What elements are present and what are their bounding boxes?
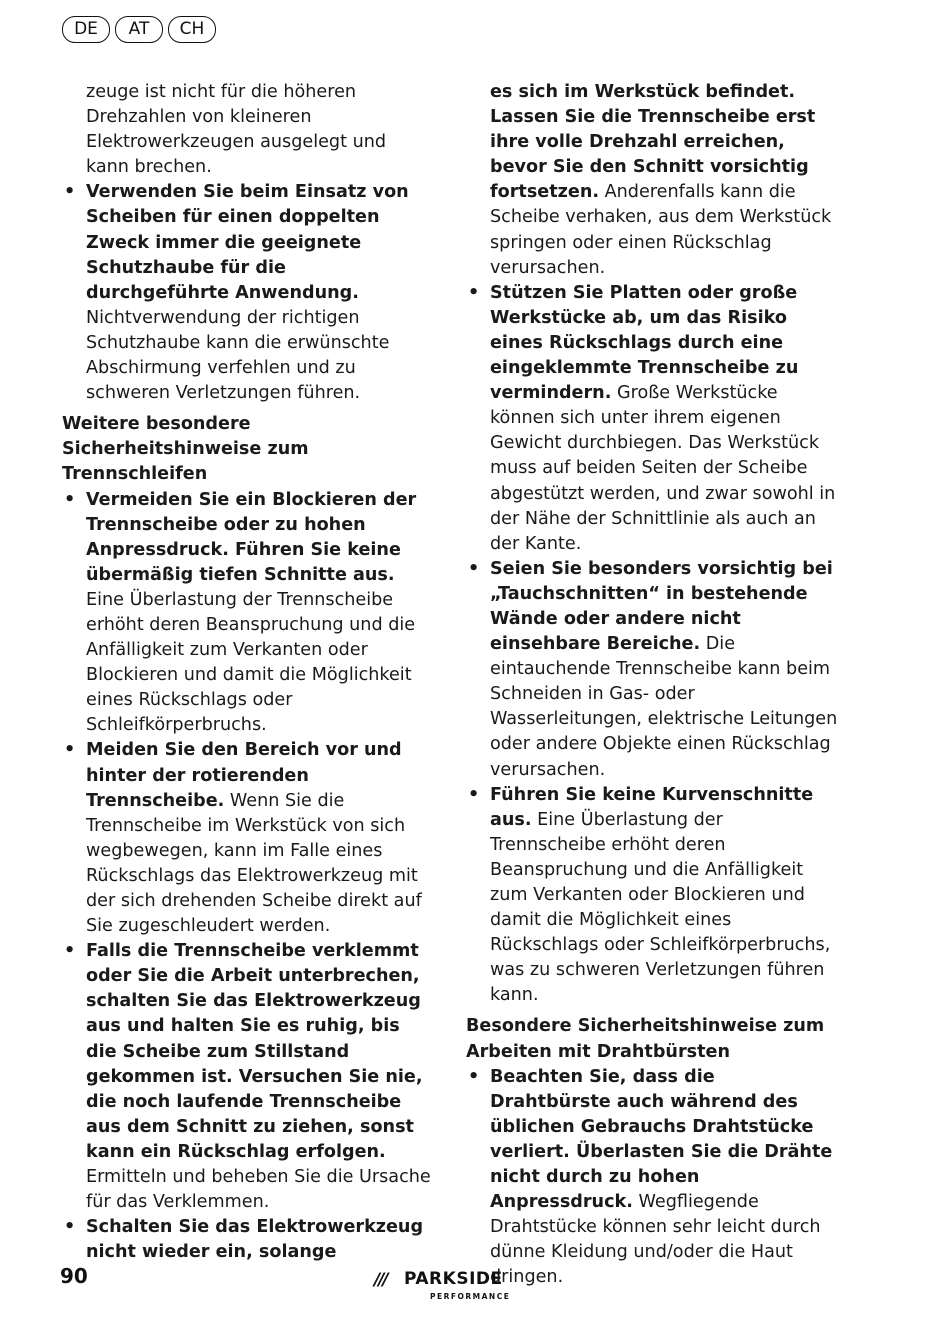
country-badge-de: DE bbox=[62, 16, 110, 43]
list-item-bold: es sich im Werkstück befindet. Lassen Sie die Trennscheibe erst ihre volle Drehzahl erreichen, bevor Sie den Schnitt vorsichtig fortsetzen. bbox=[490, 82, 816, 203]
list-item bbox=[466, 1065, 840, 1291]
intro-paragraph: zeuge ist nicht für die höheren Drehzahlen von kleineren Elektrowerkzeugen ausgelegt und kann brechen. bbox=[86, 82, 387, 178]
list-item-bold: Schalten Sie das Elektrowerkzeug nicht wieder ein, solange bbox=[86, 1217, 424, 1263]
left-bullet-list-2 bbox=[62, 488, 434, 1266]
right-continuation bbox=[466, 80, 840, 281]
list-item-text: Wegfliegende Drahtstücke können sehr leicht durch dünne Kleidung und/oder die Haut dringen. bbox=[490, 1192, 821, 1288]
list-item bbox=[62, 180, 434, 406]
list-item-text: Wenn Sie die Trennscheibe im Werkstück von sich wegbewegen, kann im Falle eines Rückschlags das Elektrowerkzeug mit der sich drehenden Scheibe direkt auf Sie zugeschleudert werden. bbox=[86, 790, 422, 937]
logo-stripes-icon: /// bbox=[374, 1270, 387, 1290]
list-item bbox=[62, 738, 434, 939]
right-bullet-list-1 bbox=[466, 281, 840, 1009]
list-item-text: Große Werkstücke können sich unter ihrem eigenen Gewicht durchbiegen. Das Werkstück muss auf beiden Seiten der Scheibe abgestützt werden, und zwar sowohl in der Nähe der Schnittlinie als auch an der Kante. bbox=[490, 383, 836, 554]
logo-subtitle: PERFORMANCE bbox=[430, 1292, 511, 1301]
list-item bbox=[62, 939, 434, 1215]
list-item-bold: Verwenden Sie beim Einsatz von Scheiben für einen doppelten Zweck immer die geeignete Schutzhaube für die durchgeführte Anwendung. bbox=[86, 182, 409, 303]
country-badge-at: AT bbox=[115, 16, 163, 43]
section-heading: Besondere Sicherheitshinweise zum Arbeiten mit Drahtbürsten bbox=[466, 1016, 825, 1062]
logo-name: PARKSIDE bbox=[404, 1269, 503, 1289]
list-item-text: Eine Überlastung der Trennscheibe erhöht deren Beanspruchung und die Anfälligkeit zum Verkanten oder Blockieren und damit die Möglichkeit eines Rückschlags oder Schleifkörperbruchs. bbox=[86, 589, 416, 736]
page-number: 90 bbox=[60, 1264, 88, 1288]
list-item-text: Anderenfalls kann die Scheibe verhaken, aus dem Werkstück springen oder einen Rückschlag verursachen. bbox=[490, 182, 832, 278]
list-item-bold: Falls die Trennscheibe verklemmt oder Sie die Arbeit unterbrechen, schalten Sie das Elektrowerkzeug aus und halten Sie es ruhig, bis die Scheibe zum Stillstand gekommen ist. Versuchen Sie nie, die noch laufende Trennscheibe aus dem Schnitt zu ziehen, sonst kann ein Rückschlag erfolgen. bbox=[86, 941, 423, 1162]
list-item bbox=[466, 557, 840, 783]
list-item-bold: Stützen Sie Platten oder große Werkstücke ab, um das Risiko eines Rückschlags durch eine eingeklemmte Trennscheibe zu vermindern. bbox=[490, 282, 799, 404]
list-item bbox=[62, 1215, 434, 1265]
list-item-bold: Vermeiden Sie ein Blockieren der Trennscheibe oder zu hohen Anpressdruck. Führen Sie keine übermäßig tiefen Schnitte aus. bbox=[86, 489, 417, 585]
list-item-text: Die eintauchende Trennscheibe kann beim Schneiden in Gas- oder Wasserleitungen, elektrische Leitungen oder andere Objekte einen Rückschlag verursachen. bbox=[490, 634, 838, 780]
list-item-text: Nichtverwendung der richtigen Schutzhaube kann die erwünschte Abschirmung verfehlen und zu schweren Verletzungen führen. bbox=[86, 307, 390, 404]
list-item-bold: Beachten Sie, dass die Drahtbürste auch während des üblichen Gebrauchs Drahtstücke verliert. Überlasten Sie die Drähte nicht durch zu hohen Anpressdruck. bbox=[490, 1066, 833, 1213]
list-item-bold: Meiden Sie den Bereich vor und hinter der rotierenden Trennscheibe. bbox=[86, 740, 402, 811]
left-column bbox=[62, 80, 434, 1265]
list-item-text: Ermitteln und beheben Sie die Ursache für das Verklemmen. bbox=[86, 1167, 431, 1213]
parkside-logo bbox=[374, 1267, 524, 1305]
list-item bbox=[466, 783, 840, 1009]
list-item bbox=[62, 488, 434, 739]
left-bullet-list-1 bbox=[62, 180, 434, 406]
list-item-bold: Seien Sie besonders vorsichtig bei „Tauchschnitten“ in bestehende Wände oder andere nicht einsehbare Bereiche. bbox=[490, 558, 833, 655]
right-bullet-list-2 bbox=[466, 1065, 840, 1291]
right-column bbox=[466, 80, 840, 1291]
country-badge-ch: CH bbox=[168, 16, 216, 43]
list-item bbox=[466, 281, 840, 557]
list-item-continuation bbox=[466, 80, 840, 281]
list-item-text: Eine Überlastung der Trennscheibe erhöht deren Beanspruchung und die Anfälligkeit zum Verkanten oder Blockieren und damit die Möglichkeit eines Rückschlags oder Schleifkörperbruchs, was zu schweren Verletzungen führen kann. bbox=[490, 809, 831, 1006]
section-heading: Weitere besondere Sicherheitshinweise zum Trennschleifen bbox=[62, 414, 309, 485]
country-badges bbox=[62, 16, 216, 43]
list-item-bold: Führen Sie keine Kurvenschnitte aus. bbox=[490, 784, 814, 830]
